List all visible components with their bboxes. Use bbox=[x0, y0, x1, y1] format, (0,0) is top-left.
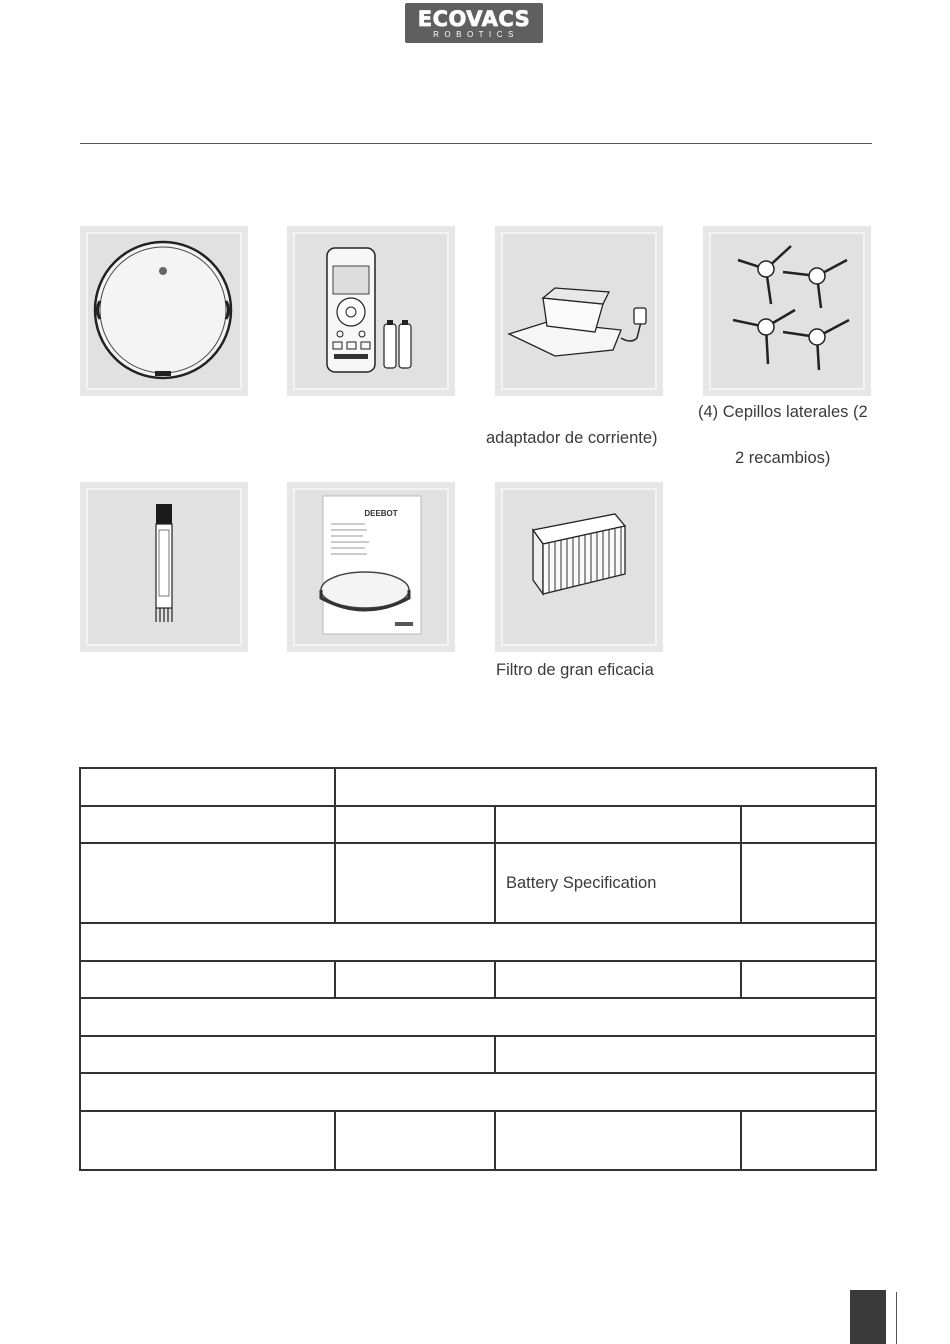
item-manual-tile bbox=[287, 482, 455, 652]
spec-cell bbox=[741, 843, 876, 923]
instruction-manual-icon bbox=[287, 482, 455, 652]
brushes-caption-line2: 2 recambios) bbox=[735, 449, 831, 467]
spec-cell bbox=[80, 961, 335, 998]
charging-dock-icon bbox=[495, 226, 663, 396]
spec-section-row bbox=[80, 1073, 876, 1111]
remote-control-icon bbox=[287, 226, 455, 396]
spec-cell bbox=[495, 1111, 741, 1170]
hepa-filter-icon bbox=[495, 482, 663, 652]
spec-section-row bbox=[80, 923, 876, 961]
spec-cell bbox=[741, 961, 876, 998]
battery-spec-label: Battery Specification bbox=[495, 843, 741, 923]
spec-cell bbox=[495, 1036, 876, 1073]
side-brushes-icon bbox=[703, 226, 871, 396]
page-number-tab bbox=[850, 1290, 886, 1344]
spec-cell bbox=[495, 961, 741, 998]
spec-cell bbox=[80, 1036, 495, 1073]
spec-section-row bbox=[80, 998, 876, 1036]
item-dock-tile bbox=[495, 226, 663, 396]
manual-title: DEEBOT bbox=[364, 509, 398, 518]
spec-cell bbox=[335, 961, 495, 998]
item-brushes-tile bbox=[703, 226, 871, 396]
spec-cell bbox=[741, 1111, 876, 1170]
spec-cell bbox=[335, 768, 876, 806]
spec-cell bbox=[741, 806, 876, 843]
robot-vacuum-icon bbox=[80, 226, 248, 396]
spec-cell bbox=[80, 843, 335, 923]
filter-caption: Filtro de gran eficacia bbox=[496, 661, 654, 679]
spec-cell bbox=[495, 806, 741, 843]
spec-cell bbox=[335, 1111, 495, 1170]
item-tool-tile bbox=[80, 482, 248, 652]
spec-cell bbox=[80, 806, 335, 843]
page-edge-line bbox=[896, 1292, 897, 1344]
spec-cell bbox=[80, 1111, 335, 1170]
spec-table bbox=[79, 767, 877, 1171]
logo-brand: ECOVACS bbox=[417, 7, 531, 31]
spec-cell bbox=[80, 768, 335, 806]
item-remote-tile bbox=[287, 226, 455, 396]
brushes-caption-line1: (4) Cepillos laterales (2 bbox=[698, 403, 868, 421]
header-rule bbox=[80, 143, 872, 144]
logo-subtitle: ROBOTICS bbox=[433, 30, 519, 39]
dock-caption: adaptador de corriente) bbox=[486, 429, 658, 447]
cleaning-tool-icon bbox=[80, 482, 248, 652]
ecovacs-logo bbox=[405, 3, 543, 43]
spec-cell bbox=[335, 843, 495, 923]
item-robot-tile bbox=[80, 226, 248, 396]
item-filter-tile bbox=[495, 482, 663, 652]
spec-cell bbox=[335, 806, 495, 843]
